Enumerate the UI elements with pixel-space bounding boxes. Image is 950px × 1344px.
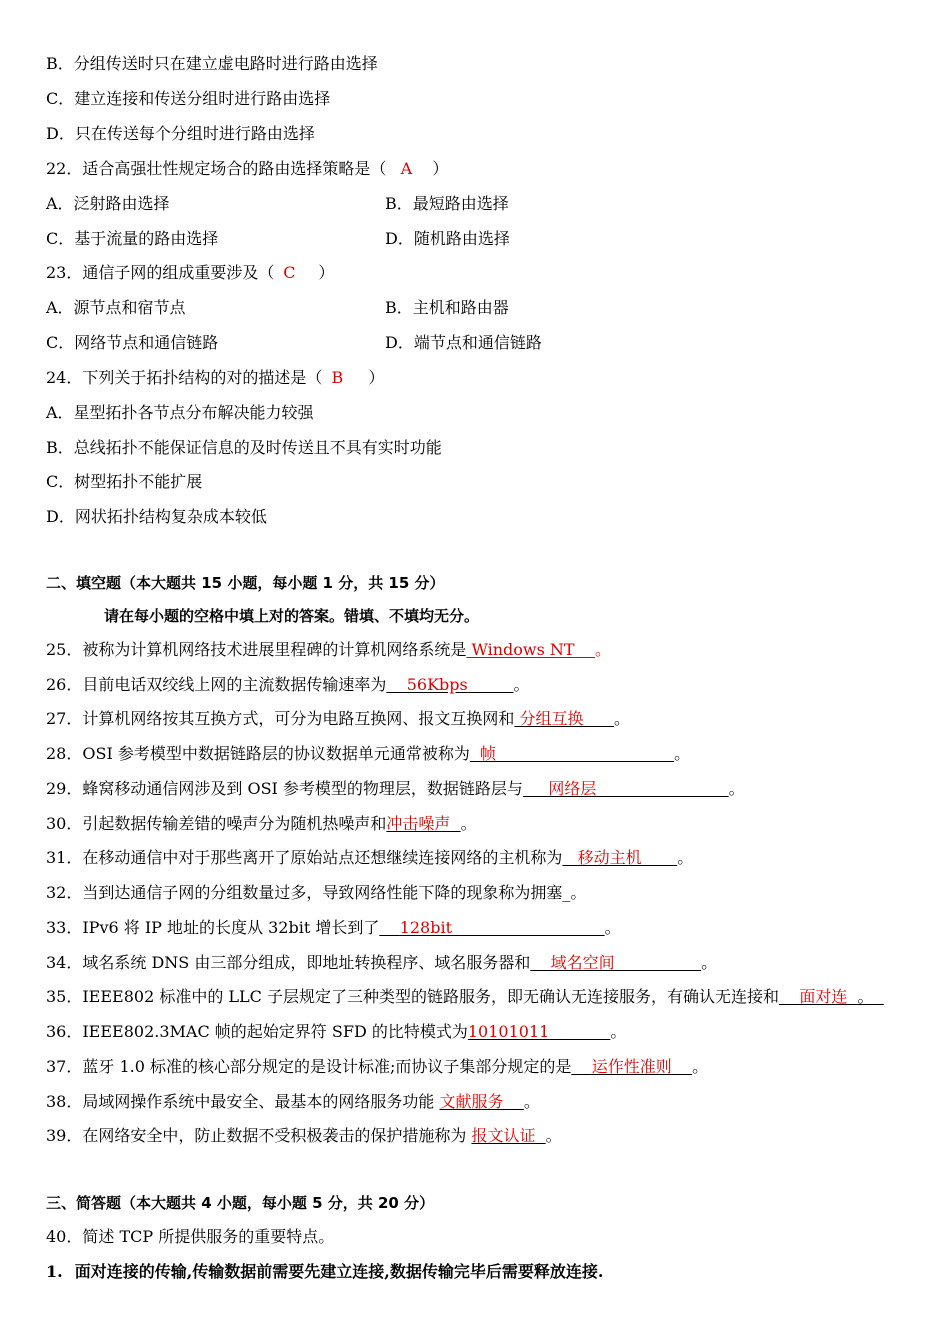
q22-stem (46, 159, 448, 179)
q23-option-a: A．源节点和宿节点 (46, 298, 186, 317)
q22-stem-text: 22．适合高强壮性规定场合的路由选择策略是（ (46, 159, 387, 178)
fill-q35-text: 35．IEEE802 标准中的 LLC 子层规定了三种类型的链路服务，即无确认无连接服务，有确认无连接和 (46, 987, 780, 1006)
fill-q26-answer (386, 675, 513, 694)
section2-instruction: 请在每小题的空格中填上对的答案。错填、不填均无分。 (104, 607, 480, 625)
fill-q31 (46, 848, 693, 868)
q24-stem-text: 24．下列关于拓扑结构的对的描述是（ (46, 368, 323, 387)
q24-option-b: B．总线拓扑不能保证信息的及时传送且不具有实时功能 (46, 438, 442, 457)
q22-close: ） (432, 159, 449, 178)
fill-q37-text: 37．蓝牙 1.0 标准的核心部分规定的是设计标准;而协议子集部分规定的是 (46, 1057, 572, 1076)
fill-q30-answer (386, 814, 460, 833)
q40-answer-1 (46, 1262, 603, 1282)
fill-q26-end: 。 (513, 675, 530, 694)
fill-q36-text: 36．IEEE802.3MAC 帧的起始定界符 SFD 的比特模式为 (46, 1022, 468, 1041)
fill-q34-answer (530, 953, 701, 972)
q24-option-a: A．星型拓扑各节点分布解决能力较强 (46, 403, 314, 422)
fill-q36-answer-text: 10101011 (467, 1022, 550, 1041)
fill-q28-answer (470, 744, 674, 763)
q24-answer: B (331, 368, 344, 387)
fill-q33-answer-text: 128bit (399, 918, 453, 937)
fill-q34 (46, 953, 717, 973)
fill-q29-answer (523, 779, 729, 798)
fill-q27-answer-text: 分组互换 (519, 709, 584, 728)
fill-q30-end: 。 (460, 814, 477, 833)
fill-q37-end: 。 (692, 1057, 709, 1076)
fill-q37 (46, 1057, 708, 1077)
fill-q31-end: 。 (677, 848, 694, 867)
q21-option-d: D．只在传送每个分组时进行路由选择 (46, 124, 315, 143)
fill-q29-text: 29．蜂窝移动通信网涉及到 OSI 参考模型的物理层，数据链路层与 (46, 779, 523, 798)
q22-option-c: C．基于流量的路由选择 (46, 229, 219, 248)
q23-stem-text: 23．通信子网的组成重要涉及（ (46, 263, 275, 282)
fill-q38-text: 38．局域网操作系统中最安全、最基本的网络服务功能 (46, 1092, 435, 1111)
q23-answer: C (283, 263, 296, 282)
fill-q34-answer-text: 域名空间 (550, 953, 615, 972)
fill-q27-end: 。 (614, 709, 631, 728)
fill-q30-answer-text: 冲击噪声 (386, 814, 451, 833)
q24-option-d: D．网状拓扑结构复杂成本较低 (46, 507, 267, 526)
fill-q31-answer (562, 848, 677, 867)
fill-q39-answer-text: 报文认证 (471, 1126, 536, 1145)
fill-q34-end: 。 (701, 953, 718, 972)
fill-q36-answer (468, 1022, 610, 1041)
fill-q27-answer (514, 709, 614, 728)
fill-q28-end: 。 (674, 744, 691, 763)
fill-q38-answer-text: 文献服务 (439, 1092, 504, 1111)
fill-q25 (46, 640, 611, 660)
fill-q25-text: 25．被称为计算机网络技术进展里程碑的计算机网络系统是 (46, 640, 467, 659)
fill-q33 (46, 918, 621, 938)
fill-q38 (46, 1092, 540, 1112)
fill-q33-answer (379, 918, 604, 937)
fill-q27 (46, 709, 630, 729)
q40-answer-1-number: 1. (46, 1262, 63, 1281)
fill-q39 (46, 1126, 562, 1146)
fill-q36-end: 。 (610, 1022, 627, 1041)
fill-q35-answer-text: 面对连 (799, 987, 848, 1006)
fill-q32-text: 32．当到达通信子网的分组数量过多，导致网络性能下降的现象称为拥塞 (46, 883, 563, 902)
fill-q35-end: 。 (857, 987, 874, 1006)
fill-q36 (46, 1022, 626, 1042)
fill-q30-text: 30．引起数据传输差错的噪声分为随机热噪声和 (46, 814, 387, 833)
fill-q29-answer-text: 网络层 (548, 779, 597, 798)
fill-q39-end: 。 (545, 1126, 562, 1145)
q23-stem (46, 263, 334, 283)
q22-option-d: D．随机路由选择 (385, 229, 510, 248)
q24-stem (46, 368, 384, 388)
section3-title: 三、简答题（本大题共 4 小题，每小题 5 分，共 20 分） (46, 1194, 435, 1212)
q22-answer: A (400, 159, 413, 178)
fill-q38-end: 。 (523, 1092, 540, 1111)
fill-q26 (46, 675, 530, 695)
fill-q33-text: 33．IPv6 将 IP 地址的长度从 32bit 增长到了 (46, 918, 380, 937)
fill-q32-end: _。 (562, 883, 587, 902)
q23-option-b: B．主机和路由器 (385, 298, 509, 317)
fill-q30 (46, 814, 477, 834)
q21-option-b: B．分组传送时只在建立虚电路时进行路由选择 (46, 54, 378, 73)
fill-q35-answer (779, 987, 884, 1006)
q23-close: ） (318, 263, 335, 282)
q23-option-d: D．端节点和通信链路 (385, 333, 542, 352)
q40-stem: 40．简述 TCP 所提供服务的重要特点。 (46, 1227, 335, 1246)
fill-q39-text: 39．在网络安全中，防止数据不受积极袭击的保护措施称为 (46, 1126, 467, 1145)
q24-close: ） (368, 368, 385, 387)
fill-q31-answer-text: 移动主机 (577, 848, 642, 867)
fill-q39-answer (471, 1126, 545, 1145)
q22-option-a: A．泛射路由选择 (46, 194, 170, 213)
fill-q29 (46, 779, 745, 799)
q22-option-b: B．最短路由选择 (385, 194, 509, 213)
fill-q29-end: 。 (728, 779, 745, 798)
fill-q26-answer-text: 56Kbps (406, 675, 468, 694)
fill-q28-answer-text: 帧 (480, 744, 497, 763)
q24-option-c: C．树型拓扑不能扩展 (46, 472, 203, 491)
fill-q28 (46, 744, 690, 764)
fill-q25-answer-text: Windows NT (471, 640, 575, 659)
fill-q37-answer-text: 运作性准则 (591, 1057, 672, 1076)
q21-option-c: C．建立连接和传送分组时进行路由选择 (46, 89, 331, 108)
fill-q34-text: 34．域名系统 DNS 由三部分组成，即地址转换程序、域名服务器和 (46, 953, 531, 972)
fill-q33-end: 。 (604, 918, 621, 937)
fill-q37-answer (571, 1057, 692, 1076)
q23-option-c: C．网络节点和通信链路 (46, 333, 219, 352)
fill-q32 (46, 883, 586, 903)
section2-title: 二、填空题（本大题共 15 小题，每小题 1 分，共 15 分） (46, 574, 445, 592)
fill-q28-text: 28．OSI 参考模型中数据链路层的协议数据单元通常被称为 (46, 744, 470, 763)
fill-q25-end: 。 (594, 640, 611, 659)
fill-q31-text: 31．在移动通信中对于那些离开了原始站点还想继续连接网络的主机称为 (46, 848, 563, 867)
fill-q27-text: 27．计算机网络按其互换方式，可分为电路互换网、报文互换网和 (46, 709, 515, 728)
q40-answer-1-text: 面对连接的传输,传输数据前需要先建立连接,数据传输完毕后需要释放连接. (74, 1262, 604, 1281)
fill-q26-text: 26．目前电话双绞线上网的主流数据传输速率为 (46, 675, 387, 694)
fill-q35 (46, 987, 884, 1007)
fill-q38-answer (439, 1092, 523, 1111)
fill-q25-answer (466, 640, 595, 659)
